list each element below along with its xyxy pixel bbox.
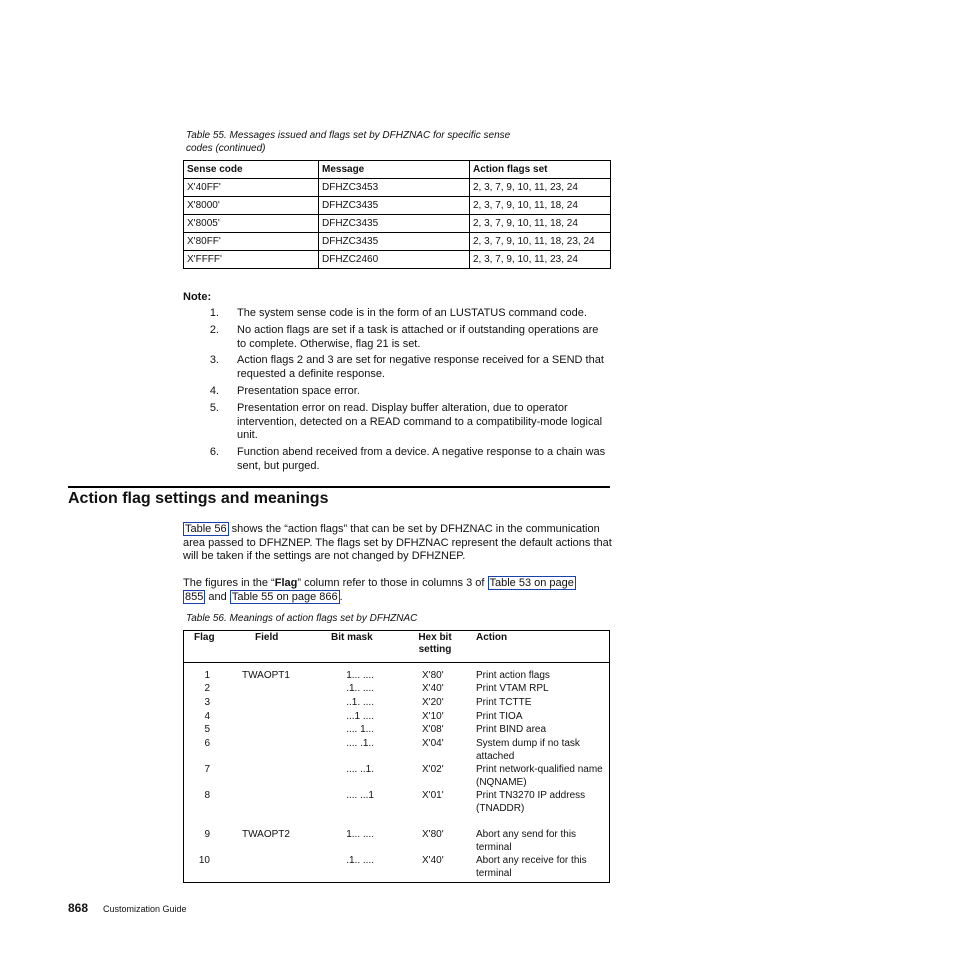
table55-caption <box>186 129 510 155</box>
table-cell: 2, 3, 7, 9, 10, 11, 23, 24 <box>470 179 611 197</box>
table56-link[interactable]: Table 56 <box>185 523 227 535</box>
bit-mask-cell: 1... .... <box>346 829 374 840</box>
header-flag: Flag <box>194 632 215 643</box>
hex-setting-cell: X'20' <box>422 697 444 708</box>
note-text: Action flags 2 and 3 are set for negative response received for a SEND that requested a definite response. <box>237 354 604 380</box>
header-hex-setting <box>416 632 454 656</box>
bit-mask-cell: .... 1... <box>346 724 374 735</box>
action-cell: System dump if no task attached <box>476 738 580 762</box>
header-bit-mask: Bit mask <box>331 632 373 643</box>
header-hex-line1: Hex bit <box>418 632 452 643</box>
table-cell: X'8000' <box>184 197 319 215</box>
book-title: Customization Guide <box>103 904 187 914</box>
table55-caption-line1: Table 55. Messages issued and flags set by DFHZNAC for specific sense <box>186 130 511 141</box>
paragraph-text: and <box>205 590 230 603</box>
table-cell: X'8005' <box>184 215 319 233</box>
action-cell: Print network-qualified name (NQNAME) <box>476 764 603 788</box>
hex-setting-cell: X'80' <box>422 670 444 681</box>
flag-cell: 9 <box>204 829 210 840</box>
page-number: 868 <box>68 901 89 915</box>
table55-header-cell: Action flags set <box>470 161 611 179</box>
table-cell: X'40FF' <box>184 179 319 197</box>
hex-setting-cell: X'01' <box>422 790 444 801</box>
table56 <box>183 630 610 883</box>
table-cell: DFHZC3435 <box>319 215 470 233</box>
paragraph-text: ” column refer to those in columns 3 of <box>297 577 488 589</box>
section-heading: Action flag settings and meanings <box>68 490 329 507</box>
header-action: Action <box>476 632 508 643</box>
note-text: No action flags are set if a task is attached or if outstanding operations are to complete. Otherwise, flag 21 is set. <box>237 324 599 350</box>
table-cell: 2, 3, 7, 9, 10, 11, 18, 24 <box>470 197 611 215</box>
table-cell: 2, 3, 7, 9, 10, 11, 23, 24 <box>470 251 611 269</box>
field-cell: TWAOPT2 <box>242 829 290 840</box>
hex-setting-cell: X'80' <box>422 829 444 840</box>
flag-cell: 3 <box>204 697 210 708</box>
action-cell: Print BIND area <box>476 724 547 735</box>
table-row <box>184 233 611 251</box>
hex-setting-cell: X'40' <box>422 683 444 694</box>
flag-emphasis: Flag <box>274 577 298 589</box>
action-cell: Abort any receive for this terminal <box>476 855 587 879</box>
table-row <box>184 215 611 233</box>
note-text: Presentation error on read. Display buffer alteration, due to operator intervention, detected on a READ command to a compatibility-mode logical unit. <box>237 402 603 441</box>
table-row <box>184 197 611 215</box>
note-number: 6. <box>209 446 219 458</box>
flag-cell: 7 <box>204 764 210 775</box>
action-cell: Print TN3270 IP address (TNADDR) <box>476 790 586 814</box>
table-cell: DFHZC3435 <box>319 233 470 251</box>
flag-cell: 2 <box>204 683 210 694</box>
bit-mask-cell: ...1 .... <box>346 711 374 722</box>
table56-caption: Table 56. Meanings of action flags set by DFHZNAC <box>186 613 418 624</box>
paragraph-text: . <box>339 590 343 603</box>
note-number: 3. <box>209 354 219 366</box>
bit-mask-cell: .... ..1. <box>346 764 374 775</box>
table-cell: X'FFFF' <box>184 251 319 269</box>
paragraph-text: The figures in the “ <box>183 577 275 589</box>
table55-header-cell: Message <box>319 161 470 179</box>
hex-setting-cell: X'02' <box>422 764 444 775</box>
section-paragraph-2 <box>183 577 613 604</box>
table55-header-cell: Sense code <box>184 161 319 179</box>
heading-rule <box>68 486 610 488</box>
table-cell: DFHZC3453 <box>319 179 470 197</box>
note-number: 5. <box>209 402 219 414</box>
table-cell: DFHZC3435 <box>319 197 470 215</box>
bit-mask-cell: 1... .... <box>346 670 374 681</box>
table-cell: DFHZC2460 <box>319 251 470 269</box>
table55 <box>183 160 611 269</box>
action-cell: Print action flags <box>476 670 550 681</box>
action-cell: Print VTAM RPL <box>476 683 549 694</box>
table56-header-row <box>184 631 609 663</box>
table-row <box>184 251 611 269</box>
table-cell: X'80FF' <box>184 233 319 251</box>
hex-setting-cell: X'04' <box>422 738 444 749</box>
action-cell: Print TCTTE <box>476 697 532 708</box>
flag-cell: 5 <box>204 724 210 735</box>
note-label: Note: <box>183 291 212 303</box>
table55-link[interactable]: Table 55 on page 866 <box>231 590 338 603</box>
flag-cell: 8 <box>204 790 210 801</box>
note-text: Presentation space error. <box>237 385 360 397</box>
hex-setting-cell: X'40' <box>422 855 444 866</box>
table55-caption-line2: codes (continued) <box>186 143 266 154</box>
flag-cell: 4 <box>204 711 210 722</box>
action-cell: Abort any send for this terminal <box>476 829 577 853</box>
flag-cell: 10 <box>198 855 210 866</box>
table53-link-page[interactable]: 855 <box>185 590 204 603</box>
note-number: 4. <box>209 385 219 397</box>
note-list <box>201 307 611 477</box>
table55-header-row <box>184 161 611 179</box>
table-cell: 2, 3, 7, 9, 10, 11, 18, 23, 24 <box>470 233 611 251</box>
note-number: 2. <box>209 324 219 336</box>
table-cell: 2, 3, 7, 9, 10, 11, 18, 24 <box>470 215 611 233</box>
note-text: The system sense code is in the form of an LUSTATUS command code. <box>237 307 587 319</box>
bit-mask-cell: .... ...1 <box>346 790 374 801</box>
hex-setting-cell: X'10' <box>422 711 444 722</box>
bit-mask-cell: .1.. .... <box>346 683 374 694</box>
hex-setting-cell: X'08' <box>422 724 444 735</box>
bit-mask-cell: ..1. .... <box>346 697 374 708</box>
table-row <box>184 179 611 197</box>
field-cell: TWAOPT1 <box>242 670 290 681</box>
action-cell: Print TIOA <box>476 711 523 722</box>
paragraph-text: shows the “action flags” that can be set by DFHZNAC in the communication area passed to DFHZNEP. The flags set by DFHZNAC represent the default actions that will be taken if the settings are not changed by DFHZNEP. <box>183 523 612 562</box>
header-field: Field <box>255 632 279 643</box>
bit-mask-cell: .1.. .... <box>346 855 374 866</box>
header-hex-line2: setting <box>418 644 452 655</box>
section-paragraph-1 <box>183 523 613 564</box>
note-text: Function abend received from a device. A negative response to a chain was sent, but purged. <box>237 446 606 472</box>
flag-cell: 1 <box>204 670 210 681</box>
bit-mask-cell: .... .1.. <box>346 738 374 749</box>
table53-link[interactable]: Table 53 on page <box>489 577 574 589</box>
flag-cell: 6 <box>204 738 210 749</box>
note-number: 1. <box>209 307 219 319</box>
